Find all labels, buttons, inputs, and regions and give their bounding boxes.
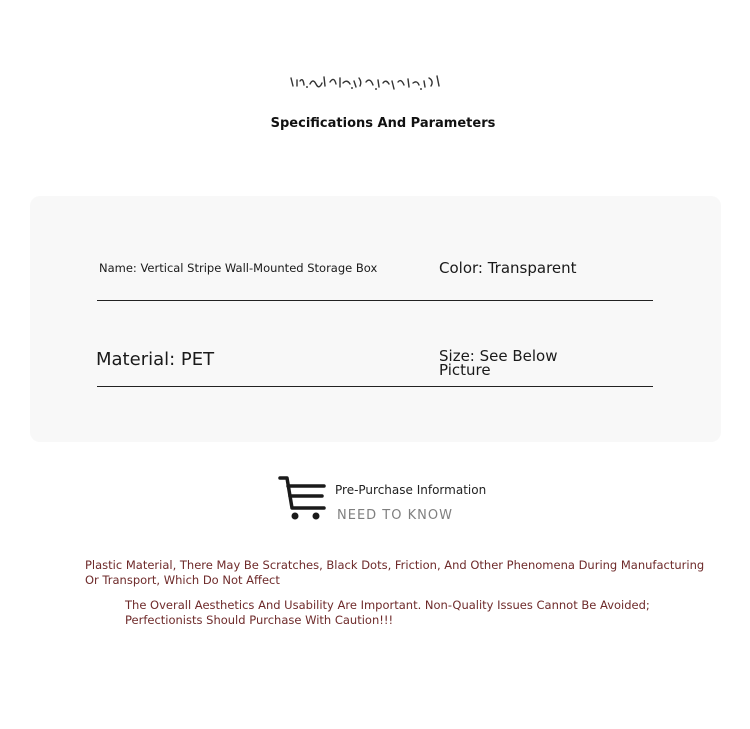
spec-name: Name: Vertical Stripe Wall-Mounted Storage Box: [99, 261, 378, 275]
need-to-know-subtitle: NEED TO KNOW: [337, 508, 453, 523]
spec-divider-2: [97, 386, 653, 387]
notice-line-2: The Overall Aesthetics And Usability Are Important. Non-Quality Issues Cannot Be Avoided; Perfectionists Should Purchase With Caution!!!: [125, 598, 650, 627]
spec-title: Specifications And Parameters: [270, 116, 496, 131]
notice-line-1: Plastic Material, There May Be Scratches, Black Dots, Friction, And Other Phenomena During Manufacturing Or Transport, Which Do Not Affect: [85, 558, 705, 587]
shopping-cart-icon: [278, 474, 328, 522]
spec-size: Size: See Below Picture: [439, 347, 558, 379]
spec-divider-1: [97, 300, 653, 301]
pre-purchase-title: Pre-Purchase Information: [335, 483, 487, 497]
spec-color: Color: Transparent: [439, 259, 577, 277]
decorative-title-scribble: [288, 72, 443, 94]
spec-card: [30, 196, 721, 442]
spec-material: Material: PET: [96, 349, 215, 370]
